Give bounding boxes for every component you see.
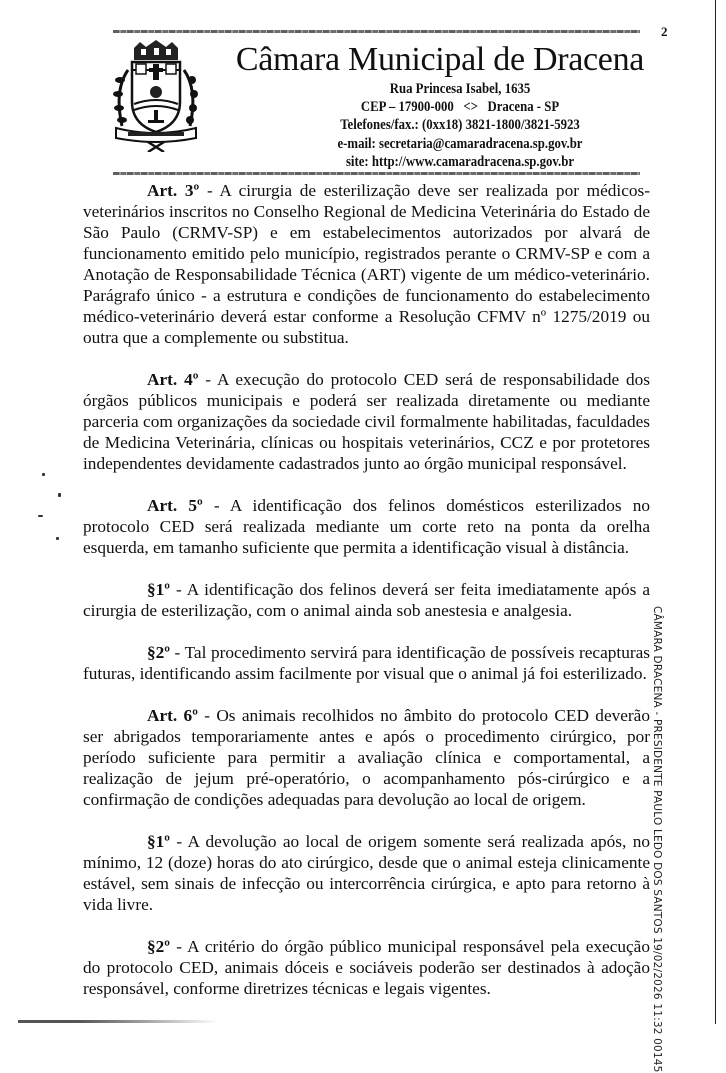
article-paragraph: [83, 369, 650, 474]
article-text: - A cirurgia de esterilização deve ser realizada por médicos-veterinários inscritos no Conselho Regional de Medicina Veterinária do Estado de São Paulo (CRMV-SP) e em estabelecimentos autorizados por alvará de funcionamento emitido pelo município, registrados perante o CRMV-SP e com a Anotação de Responsabilidade Técnica (ART) vigente de um médico-veterinário. Parágrafo único - a estrutura e condições de funcionamento do estabelecimento médico-veterinário deverá estar conforme a Resolução CFMV nº 1275/2019 ou outra que a complemente ou substitua.: [83, 181, 650, 347]
protocol-stamp-text: CÂMARA DRACENA - PRESIDENTE PAULO LEDO DOS SANTOS 19/02/2026 11:32 00145: [651, 606, 663, 1073]
section-paragraph: [83, 579, 650, 621]
article-text: - Os animais recolhidos no âmbito do protocolo CED deverão ser abrigados temporariamente antes e após o procedimento cirúrgico, por período suficiente para permitir a avaliação clínica e comportamental, a realização de jejum pré-operatório, o acompanhamento pós-cirúrgico e a confirmação de condições adequadas para devolução ao local de origem.: [83, 706, 650, 809]
section-text: - Tal procedimento servirá para identificação de possíveis recapturas futuras, identificando assim facilmente por visual que o animal já foi esterilizado.: [83, 643, 650, 683]
article-paragraph: [83, 180, 650, 348]
scan-edge-artifact: [18, 1020, 218, 1023]
scan-speck: [56, 537, 59, 540]
article-heading: Art. 4º: [147, 370, 199, 389]
institution-cep-city: CEP – 17900-000 <> Dracena - SP: [360, 99, 560, 116]
section-text: - A critério do órgão público municipal responsável pela execução do protocolo CED, animais dóceis e sociáveis poderão ser destinados à adoção responsável, conforme diretrizes técnicas e legais vigentes.: [83, 937, 650, 998]
protocol-stamp: [651, 606, 665, 1073]
page-edge-line: [715, 0, 716, 1024]
article-paragraph: [83, 495, 650, 558]
article-text: - A execução do protocolo CED será de responsabilidade dos órgãos públicos municipais e poderá ser realizada diretamente ou mediante parceria com organizações da sociedade civil formalmente habilitadas, faculdades de Medicina Veterinária, clínicas ou hospitais veterinários, CCZ e por protetores independentes devidamente cadastrados junto ao órgão municipal responsável.: [83, 370, 650, 473]
institution-contact-block: [271, 80, 649, 171]
article-paragraph: [83, 705, 650, 810]
article-heading: Art. 3º: [147, 181, 200, 200]
section-paragraph: [83, 936, 650, 999]
institution-title: Câmara Municipal de Dracena: [235, 41, 645, 78]
section-paragraph: [83, 642, 650, 684]
scan-speck: [58, 493, 61, 497]
scan-speck: [38, 515, 43, 517]
article-heading: Art. 6º: [147, 706, 198, 725]
scan-speck: [42, 473, 45, 476]
section-heading: §1º: [147, 832, 170, 851]
coat-of-arms-icon: [110, 40, 202, 152]
institution-address: Rua Princesa Isabel, 1635: [389, 81, 531, 97]
section-heading: §2º: [147, 937, 170, 956]
section-heading: §1º: [147, 580, 170, 599]
page-number: 2: [661, 24, 668, 39]
institution-email: e-mail: secretaria@camaradracena.sp.gov.br: [337, 135, 583, 152]
article-text: - A identificação dos felinos domésticos esterilizados no protocolo CED será realizada mediante um corte reto na ponta da orelha esquerda, em tamanho suficiente que permita a identificação visual à distância.: [83, 496, 651, 557]
institution-site: site: http://www.camaradracena.sp.gov.br: [345, 153, 575, 170]
section-text: - A devolução ao local de origem somente será realizada após, no mínimo, 12 (doze) horas do ato cirúrgico, desde que o animal esteja clinicamente estável, sem sinais de infecção ou intercorrência cirúrgica, e apto para retorno à vida livre.: [83, 832, 650, 914]
header-bottom-rule: [113, 172, 640, 175]
section-paragraph: [83, 831, 650, 915]
section-text: - A identificação dos felinos deverá ser feita imediatamente após a cirurgia de esterilização, com o animal ainda sob anestesia e analgesia.: [83, 580, 650, 620]
section-heading: §2º: [147, 643, 170, 662]
header-top-rule: [113, 30, 640, 33]
document-body: [83, 180, 650, 1020]
article-heading: Art. 5º: [147, 496, 203, 515]
institution-phones: Telefones/fax.: (0xx18) 3821-1800/3821-5923: [340, 117, 580, 134]
